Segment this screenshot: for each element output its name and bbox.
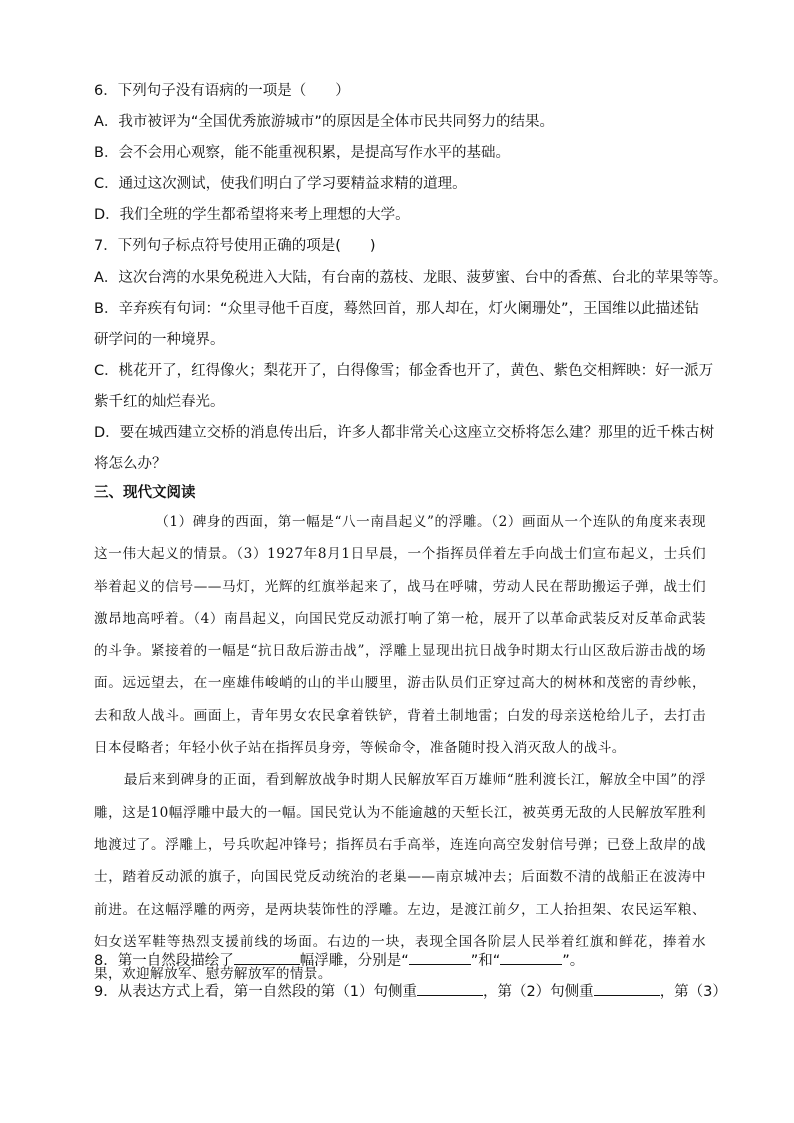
- question-6-stem: 6．下列句子没有语病的一项是（ ）: [94, 83, 350, 99]
- question-7-option-b-line1: B．辛弃疾有句词：“众里寻他千百度，蓦然回首，那人却在，灯火阑珊处”，王国维以此描述钻: [94, 301, 699, 317]
- question-8-text-2: 幅浮雕，分别是“: [299, 953, 409, 969]
- question-7-option-d-line1: D．要在城西建立交桥的消息传出后，许多人都非常关心这座立交桥将怎么建？那里的近千株古树: [94, 425, 715, 441]
- question-7-option-b-line2: 研学问的一种境界。: [94, 332, 225, 348]
- question-6-option-c: C．通过这次测试，使我们明白了学习要精益求精的道理。: [94, 176, 467, 192]
- question-7-option-d-line2: 将怎么办？: [94, 456, 167, 472]
- question-9-text-3: ，第（3）: [659, 984, 727, 1000]
- question-8-text-1: 8．第一自然段描绘了: [94, 953, 234, 969]
- question-7-option-c-line2: 紫千红的灿烂春光。: [94, 394, 225, 410]
- question-6-option-a: A．我市被评为“全国优秀旅游城市”的原因是全体市民共同努力的结果。: [94, 114, 554, 130]
- question-7-option-c-line1: C．桃花开了，红得像火；梨花开了，白得像雪；郁金香也开了，黄色、紫色交相辉映：好一派万: [94, 363, 714, 379]
- passage-paragraph-1: （1）碑身的西面，第一幅是“八一南昌起义”的浮雕。（2）画面从一个连队的角度来表现这一伟大起义的情景。（3）1927年8月1日早晨，一个指挥员佯着左手向战士们宣布起义，士兵们举着起义的信号——马灯，光辉的红旗举起来了，战马在呼啸，劳动人民在帮助搬运子弹，战士们激昂地高呼着。（4）南昌起义，向国民党反动派打响了第一枪，展开了以革命武装反对反革命武装的斗争。紧接着的一幅是“抗日敌后游击战”，浮雕上显现出抗日战争时期太行山区敌后游击战的场面。远远望去，在一座雄伟峻峭的山的半山腰里，游击队员们正穿过高大的树林和茂密的青纱帐，去和敌人战斗。画面上，青年男女农民拿着铁铲，背着土制地雷；白发的母亲送枪给儿子，去打击日本侵略者；年轻小伙子站在指挥员身旁，等候命令，准备随时投入消灭敌人的战斗。: [94, 514, 706, 757]
- passage-paragraph-2: 最后来到碑身的正面，看到解放战争时期人民解放军百万雄师“胜利渡长江，解放全中国”的浮雕，这是10幅浮雕中最大的一幅。国民党认为不能逾越的天堑长江，被英勇无敌的人民解放军胜利地渡过了。浮雕上，号兵吹起冲锋号；指挥员右手高举，连连向高空发射信号弹；已登上敌岸的战士，踏着反动派的旗子，向国民党反动统治的老巢——南京城冲去；后面数不清的战船正在波涛中前进。在这幅浮雕的两旁，是两块装饰性的浮雕。左边，是渡江前夕，工人抬担架、农民运军粮、妇女送军鞋等热烈支援前线的场面。右边的一块，表现全国各阶层人民举着红旗和鲜花，捧着水果，欢迎解放军、慰劳解放军的情景。: [94, 772, 706, 983]
- answer-blank[interactable]: [500, 950, 562, 965]
- answer-blank[interactable]: [409, 950, 471, 965]
- question-9-text-1: 9．从表达方式上看，第一自然段的第（1）句侧重: [94, 984, 417, 1000]
- question-6-option-b: B．会不会用心观察，能不能重视积累，是提高写作水平的基础。: [94, 145, 510, 161]
- answer-blank[interactable]: [594, 981, 660, 996]
- question-8: [94, 950, 584, 971]
- section-title: 三、现代文阅读: [94, 485, 196, 501]
- question-6-option-d: D．我们全班的学生都希望将来考上理想的大学。: [94, 207, 410, 223]
- reading-passage: [94, 506, 706, 990]
- question-8-text-4: ”。: [562, 953, 585, 969]
- question-7-option-a: A．这次台湾的水果免税进入大陆，有台南的荔枝、龙眼、菠萝蜜、台中的香蕉、台北的苹果等等。: [94, 270, 728, 286]
- question-9-text-2: ，第（2）句侧重: [482, 984, 594, 1000]
- question-8-text-3: ”和“: [470, 953, 501, 969]
- answer-blank[interactable]: [234, 950, 300, 965]
- answer-blank[interactable]: [417, 981, 483, 996]
- question-9: [94, 981, 727, 1002]
- question-7-stem: 7．下列句子标点符号使用正确的项是( ): [94, 238, 376, 254]
